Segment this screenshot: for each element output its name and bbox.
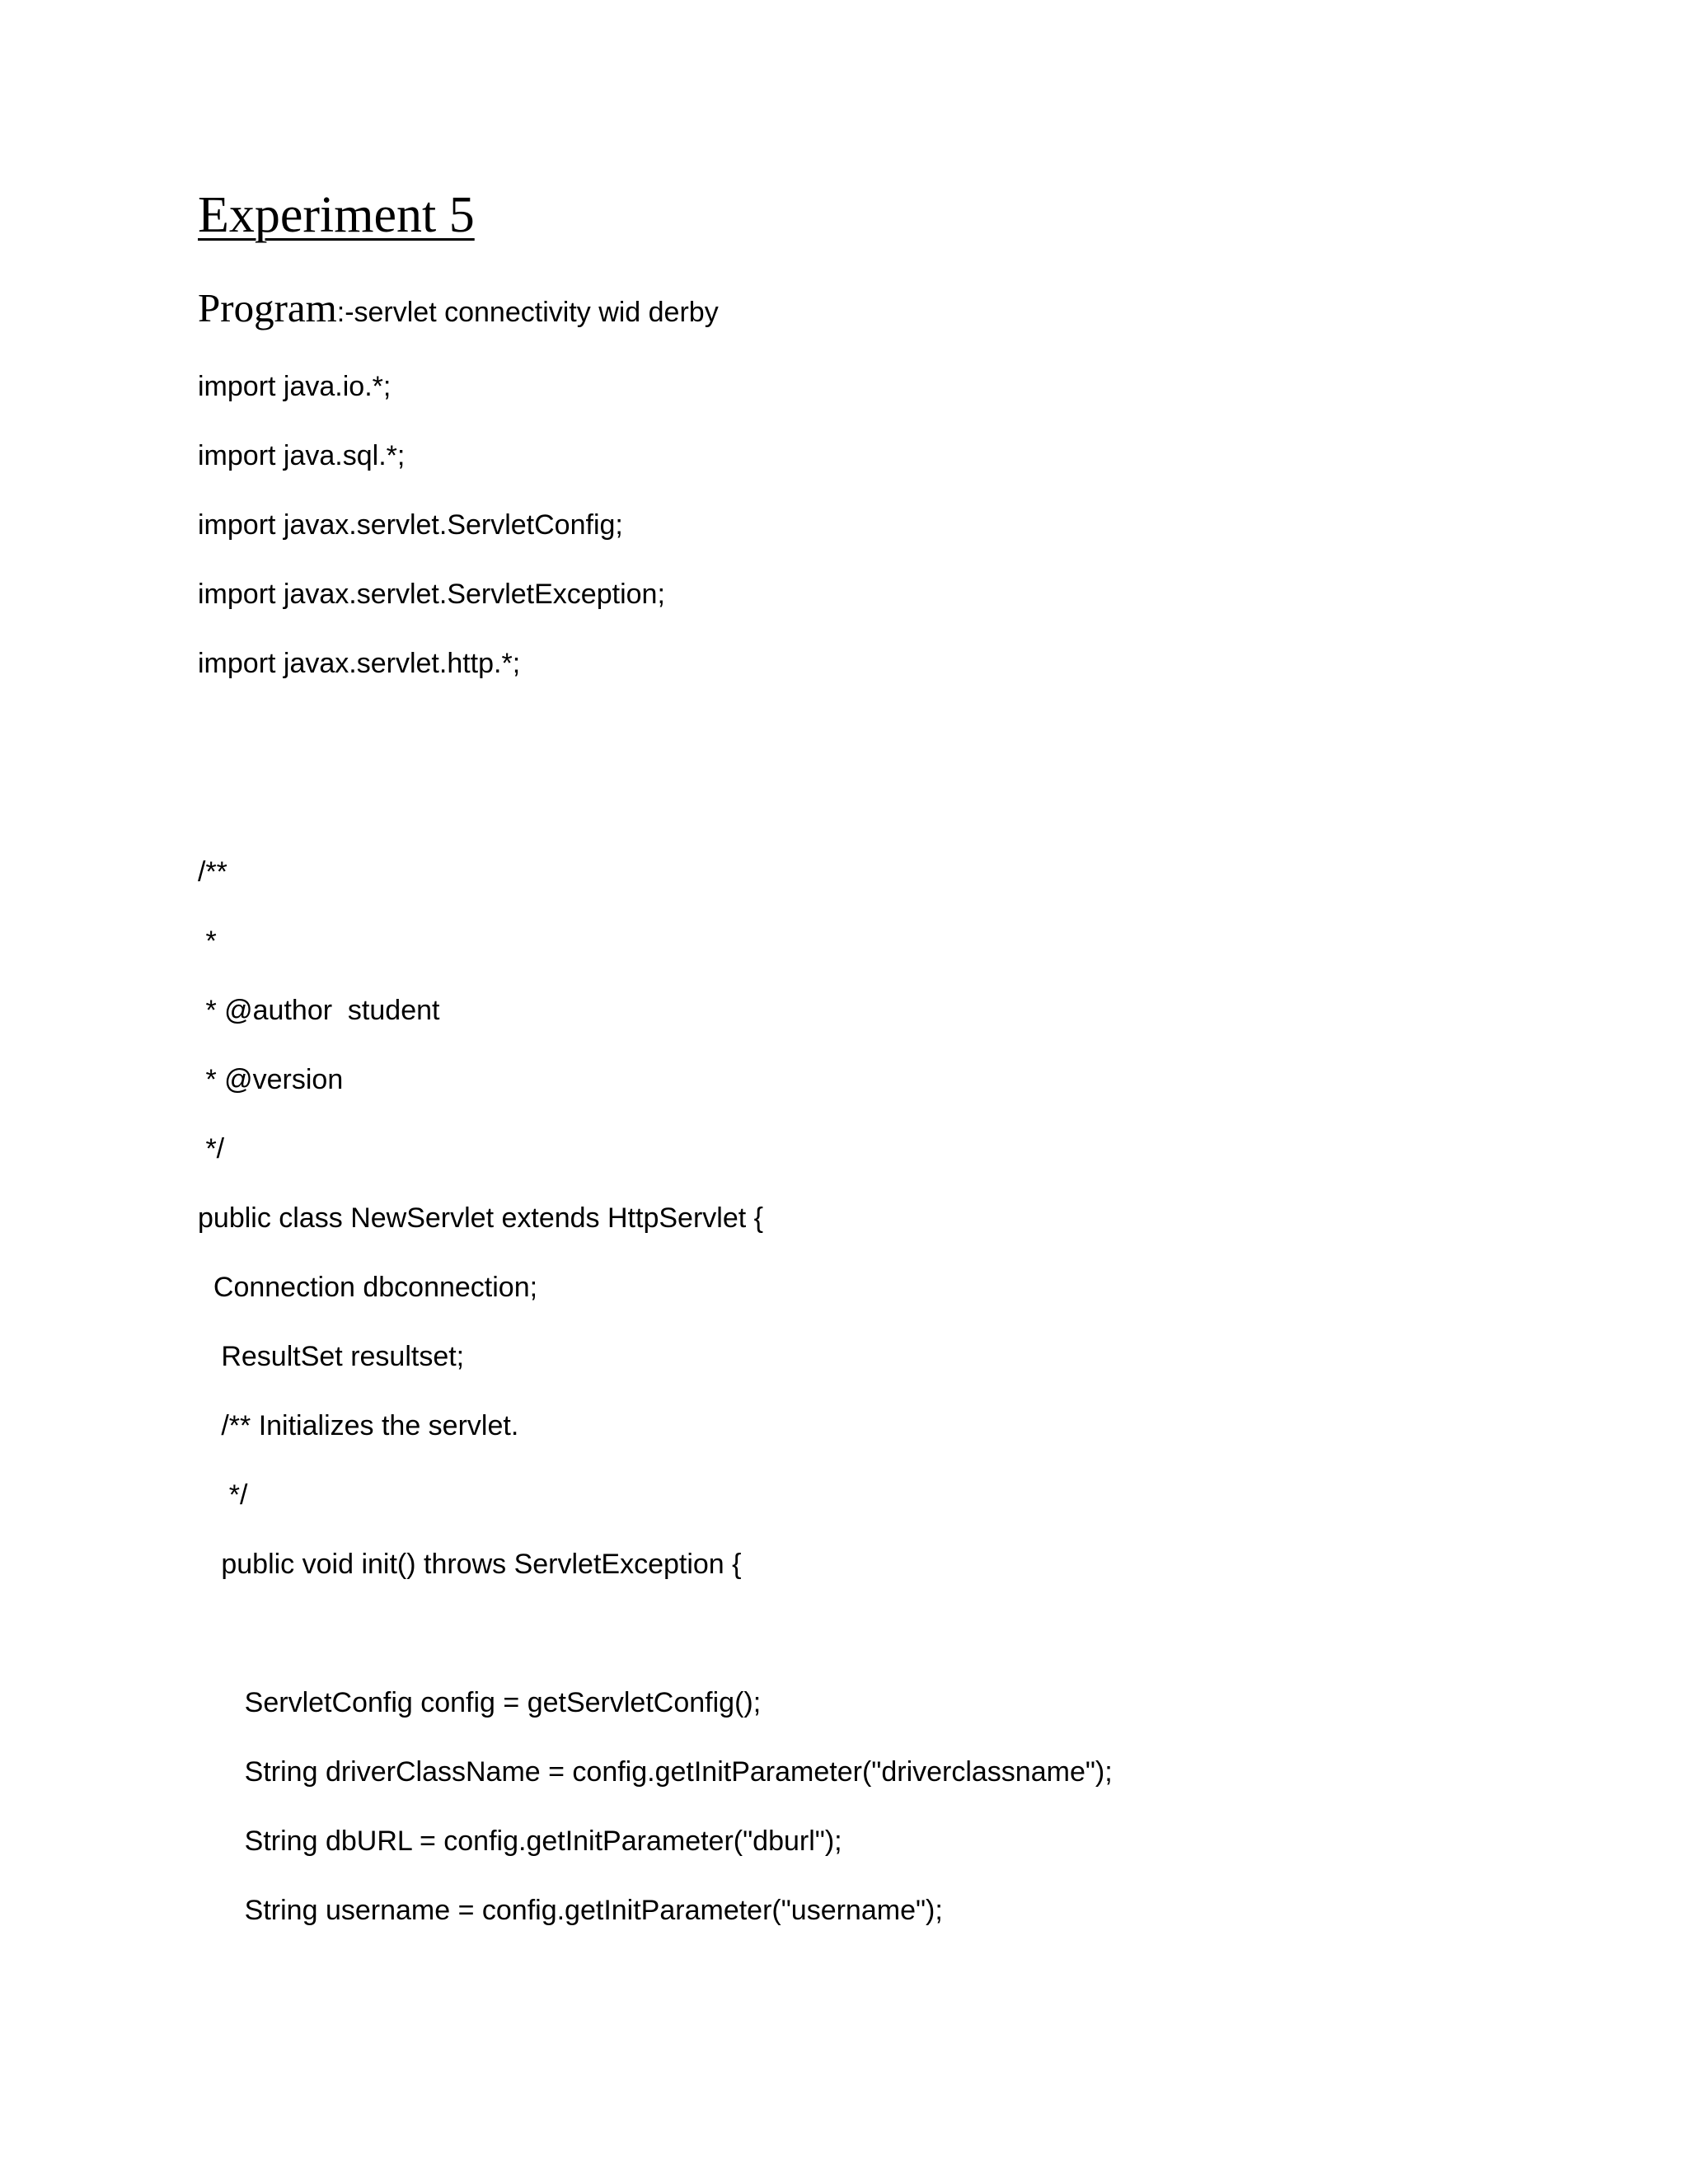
code-line-connection-field: Connection dbconnection; xyxy=(198,1272,538,1303)
code-line-driverclassname: String driverClassName = config.getInitParameter("driverclassname"); xyxy=(198,1756,1113,1788)
code-line-import-servletconfig: import javax.servlet.ServletConfig; xyxy=(198,509,623,541)
program-description: :-servlet connectivity wid derby xyxy=(336,297,719,328)
code-line-import-http: import javax.servlet.http.*; xyxy=(198,648,521,679)
page-title: Experiment 5 xyxy=(198,187,475,243)
code-line-init-comment: /** Initializes the servlet. xyxy=(198,1410,519,1441)
code-line-comment-close: */ xyxy=(198,1133,225,1165)
code-line-servletconfig: ServletConfig config = getServletConfig(); xyxy=(198,1687,762,1718)
code-line-import-sql: import java.sql.*; xyxy=(198,440,406,471)
code-line-dburl: String dbURL = config.getInitParameter("dburl"); xyxy=(198,1825,842,1857)
code-listing xyxy=(198,0,1599,2184)
program-label: Program xyxy=(198,285,337,330)
code-line-init-method: public void init() throws ServletException { xyxy=(198,1549,742,1580)
code-line-class-declaration: public class NewServlet extends HttpServlet { xyxy=(198,1202,763,1234)
code-line-comment-star: * xyxy=(198,926,217,957)
code-line-comment-version: * @version xyxy=(198,1064,344,1095)
code-line-username: String username = config.getInitParameter("username"); xyxy=(198,1895,943,1926)
code-line-import-servletexception: import javax.servlet.ServletException; xyxy=(198,579,665,610)
code-line-comment-open: /** xyxy=(198,856,227,888)
code-line-resultset-field: ResultSet resultset; xyxy=(198,1341,465,1372)
code-line-init-comment-close: */ xyxy=(198,1479,248,1511)
code-line-import-io: import java.io.*; xyxy=(198,371,392,402)
code-line-comment-author: * @author student xyxy=(198,995,440,1026)
